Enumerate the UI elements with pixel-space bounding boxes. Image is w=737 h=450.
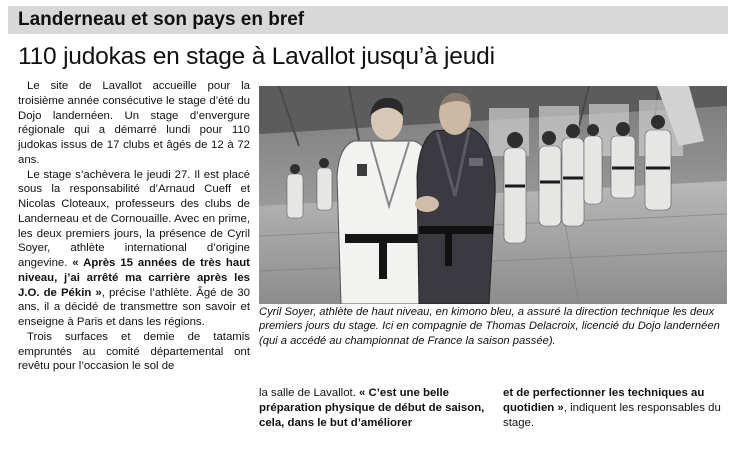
photo-caption (259, 305, 727, 348)
paragraph-4 (259, 386, 494, 430)
quote-soyer: « Après 15 années de très haut niveau, j’ai arrêté ma carrière après les J.O. de Pékin » (18, 257, 250, 299)
paragraph-2 (18, 168, 250, 330)
article-column-3 (503, 386, 728, 430)
article-column-2 (259, 386, 494, 430)
paragraph-2-intro: Le stage s’achèvera le jeudi 27. Il est placé sous la responsabilité d’Arnaud Cueff et Nicolas Cloteaux, professeurs des clubs de Landerneau et de Cornouaille. Avec en prime, les deux premiers jours, la présence de Cyril Soyer, athlète international d’origine angevine. (18, 168, 250, 269)
caption-text: Cyril Soyer, athlète de haut niveau, en kimono bleu, a assuré la direction technique les deux premiers jours du stage. Ici en compagnie de Thomas Delacroix, licencié du Dojo landernéen (qui a accédé au championnat de France la saison passée). (259, 306, 720, 347)
paragraph-5 (503, 386, 728, 430)
paragraph-4-intro: la salle de Lavallot. (259, 387, 360, 399)
article-photo (259, 86, 727, 304)
article-column-1 (18, 79, 250, 374)
paragraph-3: Trois surfaces et demie de tatamis empruntés au comité départemental ont revêtu pour l’occasion le sol de (18, 330, 250, 373)
article-headline: 110 judokas en stage à Lavallot jusqu’à jeudi (18, 43, 495, 70)
paragraph-1: Le site de Lavallot accueille pour la troisième année consécutive le stage d’été du Dojo landernéen. Un stage d’envergure régionale qui a démarré lundi pour 110 judokas issus de 17 clubs et âgés de 12 à 72 ans. (18, 80, 250, 166)
paragraph-2-outro: , précise l’athlète. Âgé de 30 ans, il a décidé de transmettre son savoir et enseigne à Paris et dans les régions. (18, 286, 250, 328)
quote-organizers-end: et de perfectionner les techniques au quotidien » (503, 387, 705, 414)
section-title: Landerneau et son pays en bref (18, 9, 305, 30)
paragraph-5-outro: , indiquent les responsables du stage. (503, 401, 721, 429)
quote-organizers-start: « C’est une belle préparation physique de début de saison, cela, dans le but d’améliorer (259, 387, 485, 429)
